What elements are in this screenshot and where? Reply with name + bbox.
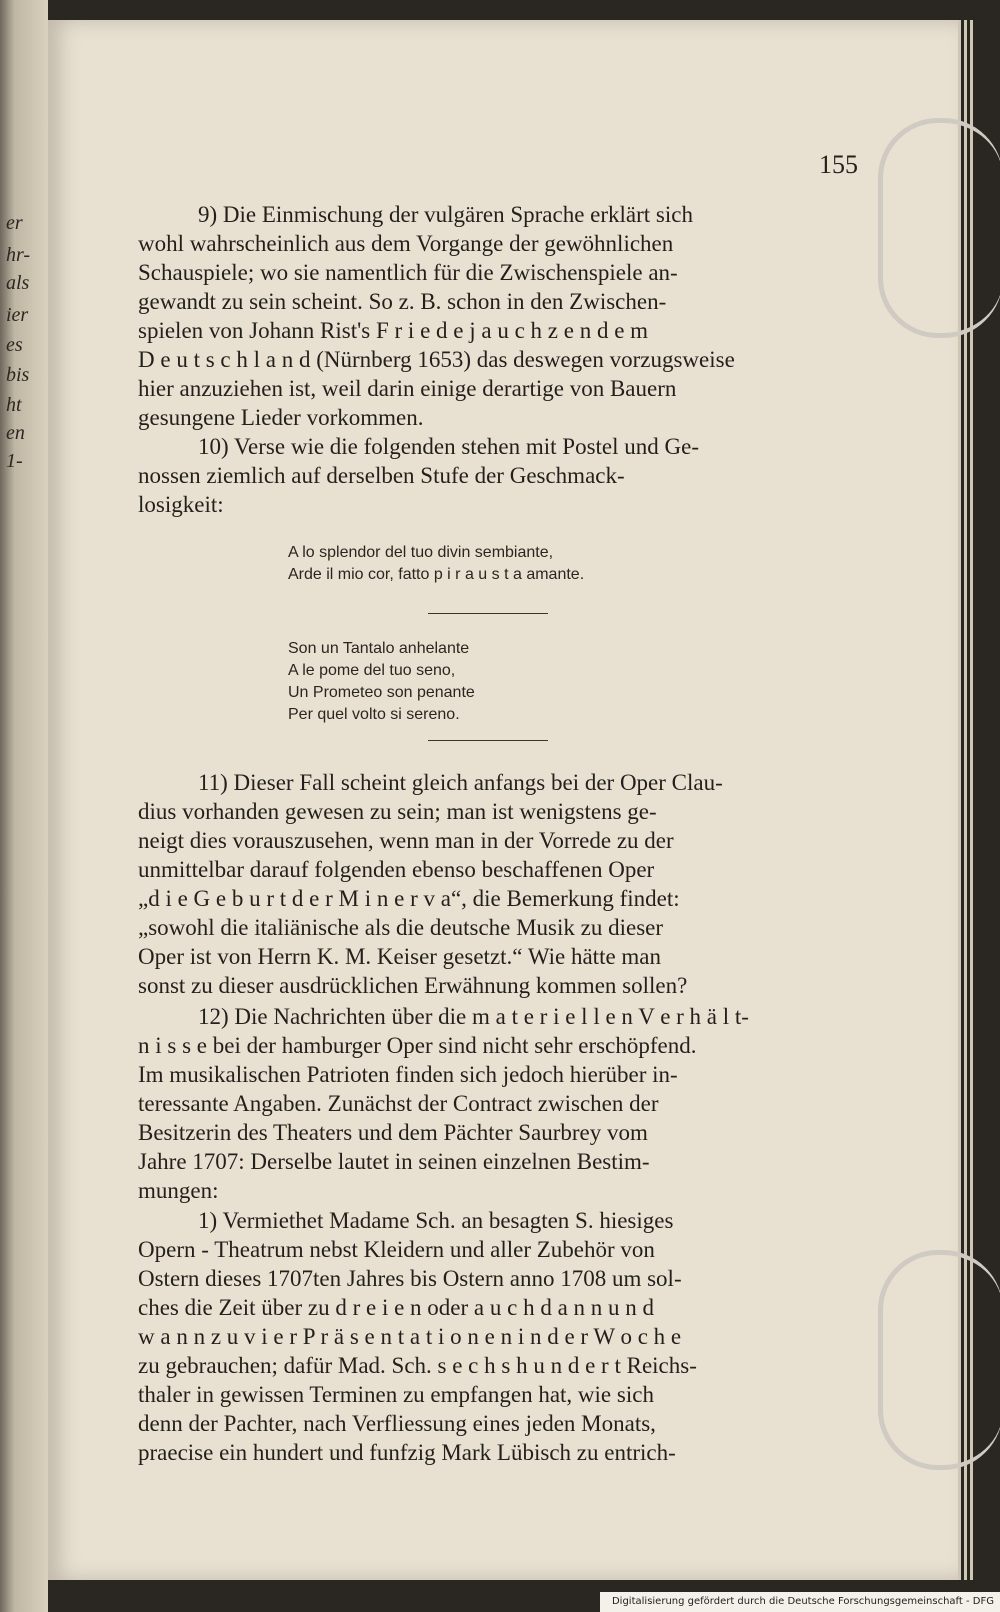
left-page-fragment: als — [6, 272, 30, 294]
verse-divider — [428, 613, 548, 614]
text-line: dius vorhanden gewesen zu sein; man ist wenigstens ge- — [138, 799, 657, 824]
footnote-11 — [138, 768, 858, 1000]
text-line: ches die Zeit über zu d r e i e n oder a u c h d a n n u n d — [138, 1295, 655, 1320]
text-line: Jahre 1707: Derselbe lautet in seinen einzelnen Bestim- — [138, 1149, 650, 1174]
book-page — [48, 20, 958, 1580]
text-line: 10) Verse wie die folgenden stehen mit Postel und Ge- — [198, 434, 699, 459]
left-page-fragment: 1- — [6, 450, 23, 472]
text-line: nossen ziemlich auf derselben Stufe der Geschmack- — [138, 463, 625, 488]
text-line: 1) Vermiethet Madame Sch. an besagten S. hiesiges — [198, 1208, 674, 1233]
left-page-fragment: es — [6, 334, 23, 356]
text-line: wohl wahrscheinlich aus dem Vorgange der gewöhnlichen — [138, 231, 674, 256]
text-line: thaler in gewissen Terminen zu empfangen hat, wie sich — [138, 1382, 654, 1407]
left-page-fragment: ier — [6, 304, 29, 326]
text-line: gewandt zu sein scheint. So z. B. schon in den Zwischen- — [138, 289, 667, 314]
text-line: unmittelbar darauf folgenden ebenso beschaffenen Oper — [138, 857, 655, 882]
text-line: praecise ein hundert und funfzig Mark Lübisch zu entrich- — [138, 1440, 676, 1465]
text-line: denn der Pachter, nach Verfliessung eines jeden Monats, — [138, 1411, 656, 1436]
text-line: 9) Die Einmischung der vulgären Sprache erklärt sich — [198, 202, 693, 227]
verse-block-2 — [288, 638, 475, 726]
page-number: 155 — [819, 150, 858, 179]
verse-line: A le pome del tuo seno, — [288, 662, 456, 679]
text-line: mungen: — [138, 1178, 219, 1203]
text-line: spielen von Johann Rist's F r i e d e j a u c h z e n d e m — [138, 318, 649, 343]
footnote-10 — [138, 432, 858, 519]
text-line: losigkeit: — [138, 492, 224, 517]
verse-block-1 — [288, 542, 584, 586]
paper-clip-icon — [878, 118, 1000, 338]
text-line: 12) Die Nachrichten über die m a t e r i e l l e n V e r h ä l t- — [198, 1004, 749, 1029]
text-line: Ostern dieses 1707ten Jahres bis Ostern anno 1708 um sol- — [138, 1266, 682, 1291]
text-line: hier anzuziehen ist, weil darin einige derartige von Bauern — [138, 376, 677, 401]
text-line: Schauspiele; wo sie namentlich für die Zwischenspiele an- — [138, 260, 678, 285]
verse-line: Arde il mio cor, fatto p i r a u s t a amante. — [288, 566, 585, 583]
text-line: teressante Angaben. Zunächst der Contract zwischen der — [138, 1091, 659, 1116]
contract-item-1 — [138, 1206, 858, 1467]
text-line: zu gebrauchen; dafür Mad. Sch. s e c h s h u n d e r t Reichs- — [138, 1353, 697, 1378]
left-page-edge — [0, 0, 48, 1612]
verse-line: A lo splendor del tuo divin sembiante, — [288, 544, 554, 561]
left-page-fragment: ht — [6, 394, 22, 416]
text-line: Opern - Theatrum nebst Kleidern und aller Zubehör von — [138, 1237, 655, 1262]
text-line: sonst zu dieser ausdrücklichen Erwähnung kommen sollen? — [138, 973, 688, 998]
left-page-fragment: en — [6, 422, 25, 444]
text-line: Im musikalischen Patrioten finden sich jedoch hierüber in- — [138, 1062, 678, 1087]
verse-line: Per quel volto si sereno. — [288, 706, 460, 723]
footnote-9 — [138, 200, 858, 432]
text-line: Besitzerin des Theaters und dem Pächter Saurbrey vom — [138, 1120, 648, 1145]
text-line: Oper ist von Herrn K. M. Keiser gesetzt.“ Wie hätte man — [138, 944, 662, 969]
text-line: 11) Dieser Fall scheint gleich anfangs bei der Oper Clau- — [198, 770, 723, 795]
footnote-12 — [138, 1002, 858, 1205]
verse-divider — [428, 740, 548, 741]
text-line: „d i e G e b u r t d e r M i n e r v a“, die Bemerkung findet: — [138, 886, 680, 911]
left-page-fragment: bis — [6, 364, 30, 386]
text-line: n i s s e bei der hamburger Oper sind nicht sehr erschöpfend. — [138, 1033, 697, 1058]
text-line: w a n n z u v i e r P r ä s e n t a t i o n e n i n d e r W o c h e — [138, 1324, 682, 1349]
paper-clip-icon — [878, 1250, 1000, 1470]
verse-line: Son un Tantalo anhelante — [288, 640, 470, 657]
digitization-credit: Digitalisierung gefördert durch die Deutsche Forschungsgemeinschaft - DFG — [600, 1592, 1000, 1612]
text-line: D e u t s c h l a n d (Nürnberg 1653) das deswegen vorzugsweise — [138, 347, 735, 372]
left-page-fragment: er — [6, 212, 23, 234]
left-page-fragment: hr- — [6, 244, 31, 266]
verse-line: Un Prometeo son penante — [288, 684, 475, 701]
text-line: „sowohl die italiänische als die deutsche Musik zu dieser — [138, 915, 664, 940]
text-line: gesungene Lieder vorkommen. — [138, 405, 424, 430]
text-line: neigt dies vorauszusehen, wenn man in der Vorrede zu der — [138, 828, 674, 853]
